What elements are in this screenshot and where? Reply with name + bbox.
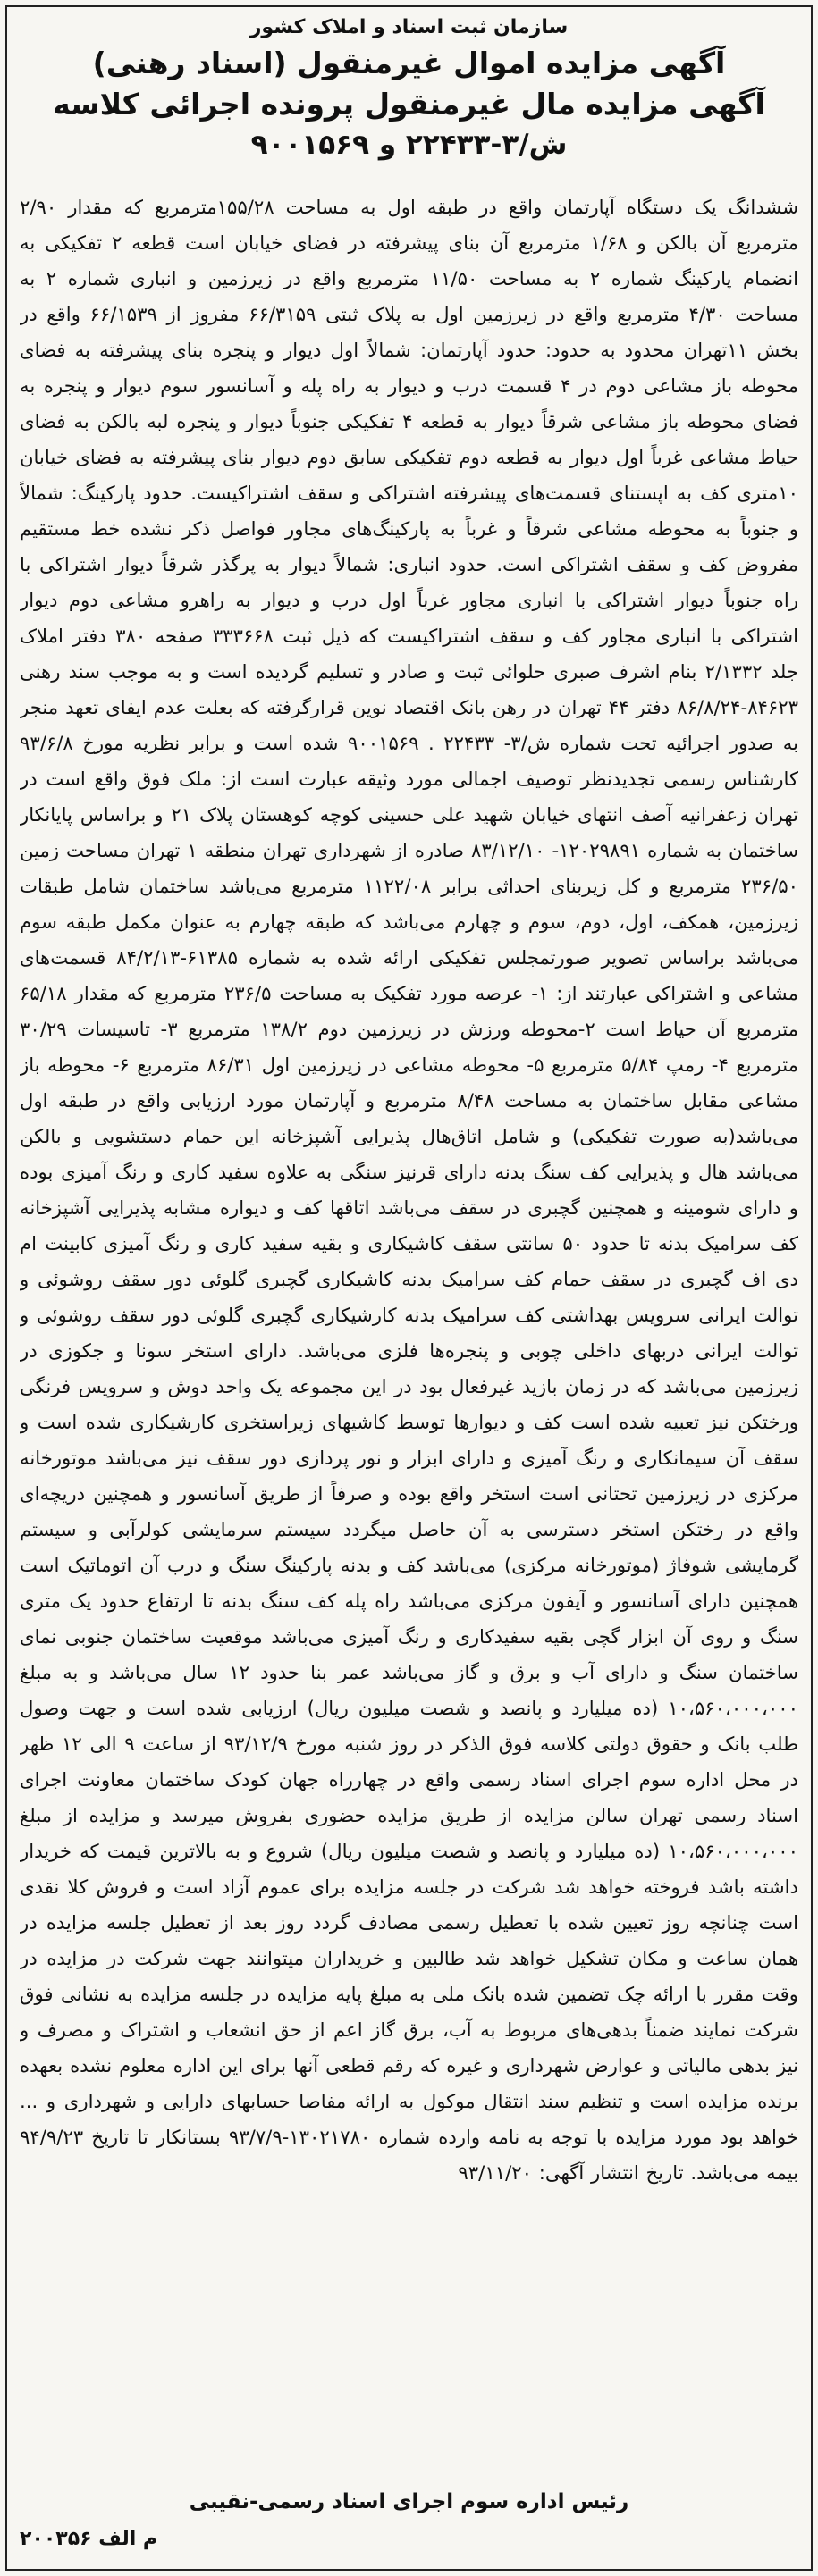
notice-body	[20, 189, 798, 2477]
notice-title-line2: آگهی مزایده مال غیرمنقول پرونده اجرائی کلاسه	[53, 87, 765, 122]
notice-body-text: ششدانگ یک دستگاه آپارتمان واقع در طبقه اول به مساحت ۱۵۵/۲۸مترمربع که مقدار ۲/۹۰ مترمربع آن بالکن و ۱/۶۸ مترمربع آن بنای پیشرفته در فضای خیابان است قطعه ۲ تفکیکی به انضمام پارکینگ شماره ۲ به مساحت ۱۱/۵۰ مترمربع واقع در زیرزمین و انباری شماره ۲ به مساحت ۴/۳۰ مترمربع واقع در زیرزمین اول به پلاک ثبتی ۶۶/۳۱۵۹ مفروز از ۶۶/۱۵۳۹ واقع در بخش ۱۱تهران محدود به حدود: حدود آپارتمان: شمالاً اول دیوار و پنجره بنای پیشرفته به فضای محوطه باز مشاعی دوم در ۴ قسمت درب و دیوار به راه پله و آسانسور سوم دیوار و پنجره به فضای محوطه باز مشاعی شرقاً دیوار به قطعه ۴ تفکیکی جنوباً دیوار و پنجره لبه بالکن به فضای حیاط مشاعی غرباً اول دیوار به قطعه دوم تفکیکی سابق دوم دیوار بنای پیشرفته به فضای خیابان ۱۰متری کف به اپستنای قسمت‌های پیشرفته اشتراکی و سقف اشتراکیست. حدود پارکینگ: شمالاً و جنوباً به محوطه مشاعی شرقاً و غرباً به پارکینگ‌های مجاور فواصل ذکر نشده خط مستقیم مفروض کف و سقف اشتراکی است. حدود انباری: شمالاً دیوار به پرگذر شرقاً دیوار اشتراکی با راه جنوباً دیوار اشتراکی با انباری مجاور غرباً اول درب و دیوار به راهرو مشاعی دوم دیوار اشتراکی با انباری مجاور کف و سقف اشتراکیست که ذیل ثبت ۳۳۳۶۶۸ صفحه ۳۸۰ دفتر املاک جلد ۲/۱۳۳۲ بنام اشرف صبری حلوائی ثبت و صادر و تسلیم گردیده است و به موجب سند رهنی ۸۴۶۲۳-۸۶/۸/۲۴ دفتر ۴۴ تهران در رهن بانک اقتصاد نوین قرارگرفته که بعلت عدم ایفای تعهد منجر به صدور اجرائیه تحت شماره ش/۳- ۲۲۴۳۳ . ۹۰۰۱۵۶۹ شده است و برابر نظریه مورخ ۹۳/۶/۸ کارشناس رسمی تجدیدنظر توصیف اجمالی مورد وثیقه عبارت است از: ملک فوق واقع است در تهران زعفرانیه آصف انتهای خیابان شهید علی حسینی کوچه کوهستان پلاک ۲۱ و براساس پایانکار ساختمان به شماره ۱۲۰۲۹۸۹۱- ۸۳/۱۲/۱۰ صادره از شهرداری تهران منطقه ۱ تهران مساحت زمین ۲۳۶/۵۰ مترمربع و کل زیربنای احداثی برابر ۱۱۲۲/۰۸ مترمربع می‌باشد ساختمان شامل طبقات زیرزمین، همکف، اول، دوم، سوم و چهارم می‌باشد که طبقه چهارم به عنوان مکمل طبقه سوم می‌باشد براساس تصویر صورتمجلس تفکیکی ارائه شده به شماره ۶۱۳۸۵-۸۴/۲/۱۳ قسمت‌های مشاعی و اشتراکی عبارتند از: ۱- عرصه مورد تفکیک به مساحت ۲۳۶/۵ مترمربع که مقدار ۶۵/۱۸ مترمربع آن حیاط است ۲-محوطه ورزش در زیرزمین دوم ۱۳۸/۲ مترمربع ۳- تاسیسات ۳۰/۲۹ مترمربع ۴- رمپ ۵/۸۴ مترمربع ۵- محوطه مشاعی در زیرزمین اول ۸۶/۳۱ مترمربع ۶- محوطه باز مشاعی مقابل ساختمان به مساحت ۸/۴۸ مترمربع و آپارتمان مورد ارزیابی واقع در طبقه اول می‌باشد(به صورت تفکیکی) و شامل اتاق‌هال پذیرایی آشپزخانه این حمام دستشویی و بالکن می‌باشد هال و پذیرایی کف سنگ بدنه دارای قرنیز سنگی به علاوه سفید کاری و رنگ آمیزی بوده و دارای شومینه و همچنین گچبری در سقف می‌باشد اتاقها کف و دیواره مشابه پذیرایی آشپزخانه کف سرامیک بدنه تا حدود ۵۰ سانتی سقف کاشیکاری و بقیه سفید کاری و رنگ آمیزی کابینت ام دی اف گچبری در سقف حمام کف سرامیک بدنه کاشیکاری گچبری گلوئی دور سقف روشوئی و توالت ایرانی سرویس بهداشتی کف سرامیک بدنه کارشیکاری گچبری گلوئی دور سقف روشوئی و توالت ایرانی دربهای داخلی چوبی و پنجره‌ها فلزی می‌باشد. دارای استخر سونا و جکوزی در زیرزمین می‌باشد که در زمان بازید غیرفعال بود در این مجموعه یک واحد دوش و سرویس فرنگی ورختکن نیز تعبیه شده است کف و دیوارها توسط کاشیهای زیراستخری کارشیکاری شده است و سقف آن سیمانکاری و رنگ آمیزی و دارای ابزار و نور پردازی دور سقف نیز می‌باشد موتورخانه مرکزی در زیرزمین تحتانی است استخر واقع بوده و صرفاً از طریق آسانسور و همچنین دریچه‌ای واقع در رختکن استخر دسترسی به آن حاصل میگردد سیستم سرمایشی کولرآبی و سیستم گرمایشی شوفاژ (موتورخانه مرکزی) می‌باشد کف و بدنه پارکینگ سنگ و درب آن اتوماتیک است همچنین دارای آسانسور و آیفون مرکزی می‌باشد راه پله کف سنگ بدنه تا ارتفاع حدود یک متری سنگ و روی آن ابزار گچی بقیه سفیدکاری و رنگ آمیزی می‌باشد موقعیت ساختمان جنوبی نمای ساختمان سنگ و دارای آب و برق و گاز می‌باشد عمر بنا حدود ۱۲ سال می‌باشد و به مبلغ ۱۰،۵۶۰،۰۰۰،۰۰۰ (ده میلیارد و پانصد و شصت میلیون ریال) ارزیابی شده است و جهت وصول طلب بانک و حقوق دولتی کلاسه فوق الذکر در روز شنبه مورخ ۹۳/۱۲/۹ از ساعت ۹ الی ۱۲ ظهر در محل اداره سوم اجرای اسناد رسمی واقع در چهارراه جهان کودک ساختمان معاونت اجرای اسناد رسمی تهران سالن مزایده از طریق مزایده حضوری بفروش میرسد و مزایده از مبلغ ۱۰،۵۶۰،۰۰۰،۰۰۰ (ده میلیارد و پانصد و شصت میلیون ریال) شروع و به بالاترین قیمت که خریدار داشته باشد فروخته خواهد شد شرکت در جلسه مزایده برای عموم آزاد است و فروش کلا نقدی است چنانچه روز تعیین شده با تعطیل رسمی مصادف گردد روز بعد از تعطیل جلسه مزایده در همان ساعت و مکان تشکیل خواهد شد طالبین و خریداران میتوانند جهت شرکت در مزایده در وقت مقرر با ارائه چک تضمین شده بانک ملی به مبلغ پایه مزایده در جلسه مزایده به نشانی فوق شرکت نمایند ضمناً بدهی‌های مربوط به آب، برق گاز اعم از حق انشعاب و اشتراک و مصرف و نیز بدهی مالیاتی و عوارض شهرداری و غیره که رقم قطعی آنها برای این اداره معلوم نشده بعهده برنده مزایده است و تنظیم سند انتقال موکول به ارائه مفاصا حسابهای دارایی و شهرداری و ... خواهد بود مورد مزایده با توجه به نامه وارده شماره ۱۳۰۲۱۷۸۰-۹۳/۷/۹ بستانکار تا تاریخ ۹۴/۹/۲۳ بیمه می‌باشد. تاریخ انتشار آگهی: ۹۳/۱۱/۲۰	[20, 196, 798, 2184]
reference-number: م الف ۲۰۰۳۵۶	[20, 2528, 158, 2550]
notice-title-line1: آگهی مزایده اموال غیرمنقول (اسناد رهنی)	[92, 46, 726, 80]
signer-line: رئیس اداره سوم اجرای اسناد رسمی-نقیبی	[189, 2490, 629, 2513]
organization-name: سازمان ثبت اسناد و املاک کشور	[249, 16, 569, 38]
notice-footer	[20, 2484, 798, 2564]
case-number: ش/۳-۲۲۴۳۳ و ۹۰۰۱۵۶۹	[250, 129, 568, 161]
notice-header	[18, 13, 800, 164]
